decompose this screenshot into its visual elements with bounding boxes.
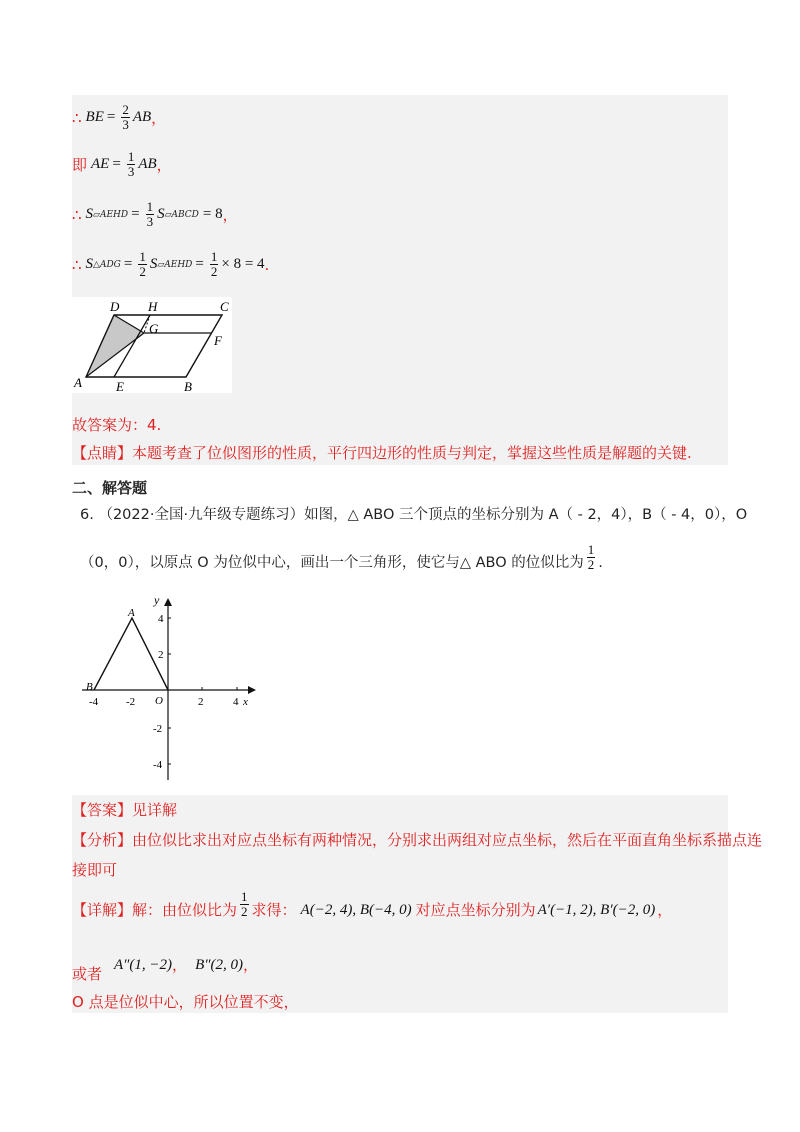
numerator: 1 (127, 149, 135, 164)
denominator: 2 (210, 264, 218, 279)
answer-line: 故答案为：4. (72, 416, 162, 434)
x-tick-label: -4 (89, 696, 99, 708)
math-term: AB (132, 109, 152, 125)
denominator: 3 (127, 164, 135, 179)
y-axis-arrow (164, 598, 172, 606)
y-tick-label: 2 (158, 649, 164, 661)
x-axis-arrow (248, 686, 256, 694)
equals-sign: = (106, 109, 116, 125)
analysis-row-2: 接即可 (72, 861, 118, 879)
parallelogram-figure (72, 297, 232, 393)
label-b: B (184, 379, 192, 393)
prefix-text: 即 (72, 156, 88, 174)
label-e: E (116, 379, 124, 393)
x-tick-label: -2 (126, 696, 136, 708)
numerator: 1 (139, 249, 146, 264)
area-symbol: S (85, 256, 94, 272)
area-symbol: S (85, 206, 94, 222)
therefore-symbol: ∴ (72, 255, 82, 274)
section-title: 二、解答题 (72, 479, 148, 497)
denominator: 3 (146, 214, 154, 229)
punctuation: ， (151, 109, 167, 127)
label-d: D (110, 299, 120, 314)
area-subscript: △ADG (93, 259, 121, 270)
math-term: AE (91, 156, 110, 172)
eq-line-3 (72, 200, 238, 229)
analysis-tag: 【分析】 (72, 831, 133, 849)
detail-tag: 【详解】 (72, 901, 133, 919)
math-point: B″(2, 0) (195, 957, 243, 973)
punctuation: ， (156, 156, 172, 174)
denominator: 2 (241, 903, 248, 919)
question-number: 6. (80, 507, 94, 523)
coordinate-graph (80, 594, 260, 784)
numerator: 1 (241, 888, 248, 904)
fraction (146, 200, 155, 229)
x-axis-label: x (243, 696, 248, 708)
therefore-symbol: ∴ (72, 108, 82, 127)
math-term: BE (85, 109, 104, 125)
x-tick-label: 4 (233, 696, 239, 708)
x-tick-label: 2 (198, 696, 204, 708)
area-symbol: S (149, 256, 158, 272)
answer-row (72, 795, 177, 825)
eq-line-2 (72, 150, 172, 179)
answer-tag: 【答案】 (72, 801, 133, 819)
label-h: H (148, 299, 158, 314)
label-c: C (220, 299, 229, 314)
question-text-2: （0，0），以原点 O 为位似中心，画出一个三角形，使它与△ ABO 的位似比为 (80, 555, 584, 571)
parallelogram-svg (72, 297, 232, 393)
triangle-abo (94, 618, 168, 690)
area-subscript: ▱ABCD (164, 209, 199, 220)
fraction (138, 250, 147, 279)
point-a-label: A (128, 607, 135, 619)
equals-sign: = (112, 156, 121, 172)
punctuation: ， (222, 206, 238, 224)
punctuation: ， (172, 956, 188, 974)
math-term: = 8 (202, 206, 223, 222)
fraction (121, 103, 130, 132)
or-text: 或者 (72, 965, 103, 983)
math-points: A(−2, 4), B(−4, 0) (300, 902, 412, 918)
question-source: （2022·全国·九年级专题练习） (98, 507, 305, 523)
detail-text: 对应点坐标分别为 (415, 901, 536, 919)
y-tick-label: -4 (153, 759, 163, 771)
math-term: × 8 = 4 (221, 256, 265, 272)
equals-sign: = (123, 256, 133, 272)
comment-line (72, 438, 692, 468)
detail-text: 求得： (251, 901, 297, 919)
analysis-text: 由位似比求出对应点坐标有两种情况，分别求出两组对应点坐标，然后在平面直角坐标系描点连 (132, 831, 763, 849)
comment-tag: 【点睛】 (72, 444, 133, 462)
graph-svg (80, 594, 260, 784)
y-tick-label: 4 (158, 613, 164, 625)
label-g: G (149, 321, 159, 336)
eq-line-4 (72, 250, 269, 279)
equals-sign: = (131, 206, 140, 222)
or-row (72, 941, 258, 989)
y-axis-label: y (154, 594, 160, 607)
therefore-symbol: ∴ (72, 205, 82, 224)
denominator: 3 (122, 117, 129, 132)
fraction (210, 250, 219, 279)
ratio-fraction (587, 543, 596, 572)
denominator: 2 (139, 264, 146, 279)
solution-panel-1 (72, 95, 728, 465)
question-line-1 (80, 500, 747, 530)
detail-row (72, 888, 673, 925)
label-f: F (214, 333, 222, 348)
eq-line-1 (72, 103, 166, 132)
detail-text: 解：由位似比为 (132, 901, 238, 919)
numerator: 2 (122, 102, 129, 117)
punctuation: ， (242, 956, 258, 974)
comment-text: 本题考查了位似图形的性质，平行四边形的性质与判定，掌握这些性质是解题的关键. (132, 444, 692, 462)
question-text-1: 如图，△ ABO 三个顶点的坐标分别为 A（ - 2，4），B（ - 4，0），O (304, 507, 748, 523)
punctuation: . (264, 255, 270, 274)
analysis-row-1 (72, 825, 762, 855)
solution-panel-2 (72, 795, 763, 1013)
math-term: AB (138, 156, 157, 172)
equals-sign: = (195, 256, 204, 272)
denominator: 2 (587, 556, 595, 572)
punctuation: ， (657, 901, 673, 919)
y-tick-label: -2 (153, 723, 163, 735)
shaded-triangle-adg (86, 315, 144, 377)
numerator: 1 (210, 249, 218, 264)
numerator: 1 (146, 199, 154, 214)
math-point: A″(1, −2) (114, 957, 173, 973)
question-line-2 (80, 541, 603, 578)
point-b-label: B (86, 681, 93, 693)
answer-text: 见详解 (132, 801, 178, 819)
area-symbol: S (157, 206, 165, 222)
numerator: 1 (587, 541, 595, 557)
last-row: O 点是位似中心，所以位置不变， (72, 993, 299, 1011)
question-end: . (598, 555, 603, 571)
fraction (127, 150, 136, 179)
ratio-fraction (240, 890, 249, 919)
label-a: A (74, 375, 82, 390)
origin-label: O (155, 695, 163, 707)
area-subscript: ▱AEHD (93, 209, 129, 220)
area-subscript: ▱AEHD (157, 259, 193, 270)
math-points: A′(−1, 2), B′(−2, 0) (537, 902, 656, 918)
